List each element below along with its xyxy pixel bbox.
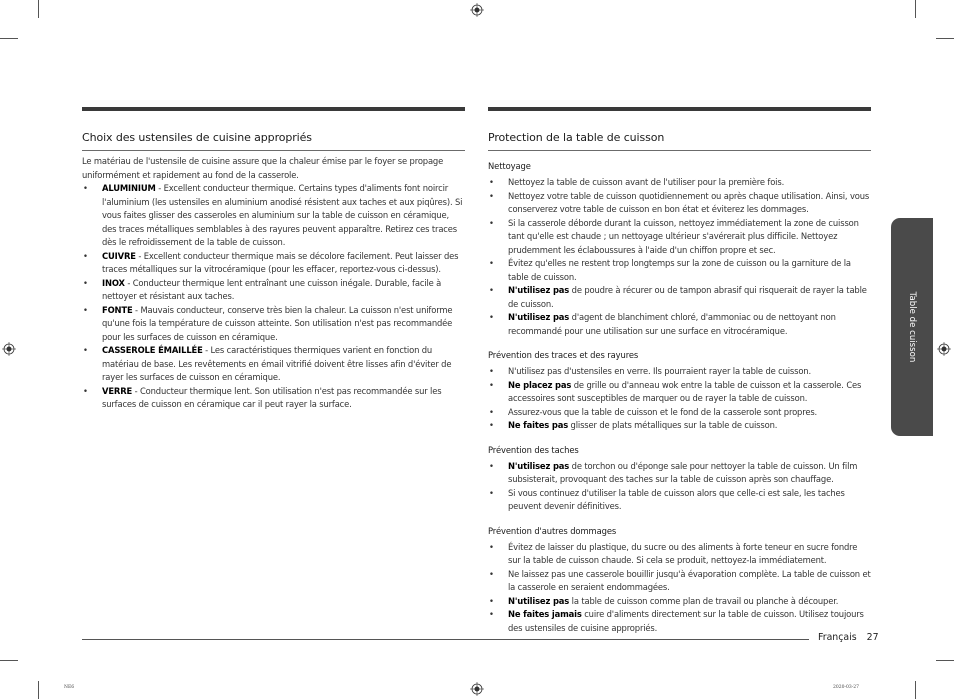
bullet-icon: • — [489, 460, 494, 471]
list-item — [82, 277, 465, 304]
list-item — [488, 406, 871, 420]
protection-section — [488, 107, 871, 635]
subsection-list — [488, 365, 871, 433]
cookware-section — [82, 107, 465, 412]
subsection-list — [488, 541, 871, 636]
registration-mark-icon — [470, 682, 484, 696]
list-item — [82, 344, 465, 385]
section-title-protection: Protection de la table de cuisson — [488, 131, 871, 151]
section-top-bar — [488, 107, 871, 111]
subsection-list — [488, 460, 871, 514]
bullet-icon: • — [489, 312, 494, 322]
list-item-text: - Excellent conducteur thermique. Certains types d'aliments font noircir l'aluminium (les ustensiles en aluminium anodisé résistent aux taches et aux piqûres). Si vous faites glisser des casseroles en aluminium sur la table de cuisson en céramique, des traces métalliques semblables à des rayures peuvent apparaître. Retirez ces traces dès le refroidissement de la table de cuisson. — [102, 183, 463, 247]
list-item — [488, 379, 871, 406]
bullet-icon: • — [489, 487, 494, 498]
footer-language: Français — [818, 632, 857, 643]
list-item — [82, 250, 465, 277]
subsection-heading: Nettoyage — [488, 161, 531, 171]
list-item-text: - Les caractéristiques thermiques varient en fonction du matériau de base. Les revêtements en émail vitrifié doivent être lisses afin d'éviter de rayer les surfaces de cuisson en céramique. — [102, 345, 452, 382]
section-title-cookware: Choix des ustensiles de cuisine appropriés — [82, 131, 465, 151]
chapter-tab[interactable] — [891, 218, 933, 436]
list-item — [488, 257, 871, 284]
crop-mark — [915, 0, 916, 18]
protection-subsections — [488, 161, 871, 635]
list-item-text: - Conducteur thermique lent entraînant une cuisson inégale. Durable, facile à nettoyer et résistant aux taches. — [102, 277, 442, 301]
list-item — [488, 190, 871, 217]
subsection-heading: Prévention des traces et des rayures — [488, 350, 639, 360]
bullet-icon: • — [489, 177, 494, 187]
list-item-keyword: Ne placez pas — [508, 379, 572, 390]
bullet-icon: • — [489, 190, 494, 201]
list-item-keyword: N'utilisez pas — [508, 312, 570, 322]
bullet-icon: • — [489, 541, 494, 552]
list-item-text: la table de cuisson comme plan de travail ou planche à découper. — [569, 595, 839, 606]
list-item — [488, 311, 871, 338]
registration-mark-icon — [470, 3, 484, 17]
bullet-icon: • — [489, 217, 494, 228]
crop-mark — [915, 681, 916, 699]
bullet-icon: • — [489, 285, 494, 295]
list-item — [488, 541, 871, 568]
list-item-text: d'agent de blanchiment chloré, d'ammoniac ou de nettoyant non recommandé pour une utilisation sur une surface en vitrocéramique. — [508, 312, 836, 336]
bullet-icon: • — [489, 595, 494, 606]
list-item — [488, 608, 871, 635]
list-item-keyword: Ne faites pas — [508, 420, 569, 430]
list-item-keyword: Ne faites jamais — [508, 609, 582, 619]
bullet-icon: • — [489, 609, 494, 619]
list-item-text: Nettoyez la table de cuisson avant de l'utiliser pour la première fois. — [508, 177, 785, 187]
subsection-heading: Prévention d'autres dommages — [488, 525, 617, 536]
crop-mark — [936, 38, 954, 39]
bullet-icon: • — [83, 385, 88, 396]
crop-mark — [936, 660, 954, 661]
list-item-keyword: FONTE — [102, 304, 133, 315]
list-item-text: de torchon ou d'éponge sale pour nettoyer la table de cuisson. Un film subsisterait, provoquant des taches sur la table de cuisson après son chauffage. — [508, 460, 858, 484]
list-item — [488, 487, 871, 514]
list-item-text: de poudre à récurer ou de tampon abrasif qui risquerait de rayer la table de cuisson. — [508, 285, 867, 309]
bullet-icon: • — [489, 258, 494, 268]
cookware-intro: Le matériau de l'ustensile de cuisine assure que la chaleur émise par le foyer se propage uniformément et rapidement au fond de la casserole. — [82, 156, 444, 180]
list-item-text: cuire d'aliments directement sur la table de cuisson. Utilisez toujours des ustensiles de cuisine appropriés. — [508, 609, 864, 633]
bullet-icon: • — [489, 406, 494, 417]
crop-mark — [0, 660, 18, 661]
list-item — [488, 460, 871, 487]
bullet-icon: • — [83, 183, 88, 193]
list-item-keyword: N'utilisez pas — [508, 595, 570, 606]
section-top-bar — [82, 107, 465, 111]
list-item-text: - Mauvais conducteur, conserve très bien la chaleur. La cuisson n'est uniforme qu'une fois la température de cuisson atteinte. Son utilisation n'est pas recommandée pour les surfaces de cuisson en céramique. — [102, 304, 453, 342]
list-item-text: Nettoyez votre table de cuisson quotidiennement ou après chaque utilisation. Ainsi, vous conserverez votre table de cuisson en bon état et éviterez les dommages. — [508, 190, 870, 214]
list-item-text: - Excellent conducteur thermique mais se décolore facilement. Peut laisser des traces métalliques sur la vitrocéramique (pour les effacer, reportez-vous ci-dessus). — [102, 250, 459, 274]
list-item-text: N'utilisez pas d'ustensiles en verre. Ils pourraient rayer la table de cuisson. — [508, 366, 811, 376]
footer-rule — [82, 639, 809, 640]
bullet-icon: • — [83, 304, 88, 315]
subsection-list — [488, 176, 871, 338]
list-item — [82, 304, 465, 345]
list-item-keyword: ALUMINIUM — [102, 183, 156, 193]
list-item-text: Ne laissez pas une casserole bouillir jusqu'à évaporation complète. La table de cuisson et la casserole en seraient endommagées. — [508, 568, 871, 592]
list-item-keyword: N'utilisez pas — [508, 285, 570, 295]
list-item-text: Évitez qu'elles ne restent trop longtemps sur la zone de cuisson ou la garniture de la table de cuisson. — [508, 258, 851, 282]
chapter-tab-label: Table de cuisson — [907, 291, 917, 363]
list-item-text: glisser de plats métalliques sur la table de cuisson. — [568, 420, 778, 430]
list-item-keyword: CUIVRE — [102, 250, 136, 261]
bullet-icon: • — [489, 379, 494, 390]
page-number: 27 — [866, 632, 879, 643]
bullet-icon: • — [489, 568, 494, 579]
list-item — [488, 284, 871, 311]
list-item — [488, 419, 871, 433]
bullet-icon: • — [489, 420, 494, 430]
list-item-keyword: N'utilisez pas — [508, 460, 570, 471]
list-item — [488, 365, 871, 379]
crop-mark — [38, 0, 39, 18]
list-item — [488, 176, 871, 190]
cookware-list — [82, 182, 465, 412]
bullet-icon: • — [83, 250, 88, 261]
list-item — [488, 217, 871, 258]
subsection-heading: Prévention des taches — [488, 444, 579, 455]
list-item-text: Si vous continuez d'utiliser la table de cuisson alors que celle-ci est sale, les taches peuvent devenir définitives. — [508, 487, 845, 511]
crop-mark — [38, 681, 39, 699]
list-item — [488, 595, 871, 609]
page-footer — [818, 632, 879, 643]
list-item-keyword: VERRE — [102, 385, 133, 396]
list-item — [82, 182, 465, 250]
list-item — [82, 385, 465, 412]
list-item-keyword: INOX — [102, 277, 125, 288]
list-item — [488, 568, 871, 595]
print-file-info: NE6 — [64, 685, 75, 690]
bullet-icon: • — [83, 277, 88, 288]
bullet-icon: • — [489, 366, 494, 376]
print-date-info: 2020-03-27 — [833, 685, 859, 690]
registration-mark-icon — [937, 342, 951, 356]
list-item-keyword: CASSEROLE ÉMAILLÉE — [102, 345, 203, 355]
list-item-text: Assurez-vous que la table de cuisson et le fond de la casserole sont propres. — [508, 406, 818, 417]
list-item-text: - Conducteur thermique lent. Son utilisation n'est pas recommandée sur les surfaces de cuisson en céramique car il peut rayer la surface. — [102, 385, 442, 409]
list-item-text: Évitez de laisser du plastique, du sucre ou des aliments à forte teneur en sucre fondre sur la table de cuisson chaude. Si cela se produit, nettoyez-la immédiatement. — [508, 541, 858, 565]
list-item-text: de grille ou d'anneau wok entre la table de cuisson et la casserole. Ces accessoires sont susceptibles de marquer ou de rayer la table de cuisson. — [508, 379, 862, 403]
list-item-text: Si la casserole déborde durant la cuisson, nettoyez immédiatement la zone de cuisson tant qu'elle est chaude ; un nettoyage ultérieur s'avérerait plus difficile. Nettoyez prudemment les éclaboussures à l'aide d'un chiffon propre et sec. — [508, 217, 859, 255]
registration-mark-icon — [2, 342, 16, 356]
crop-mark — [0, 38, 18, 39]
bullet-icon: • — [83, 345, 88, 355]
